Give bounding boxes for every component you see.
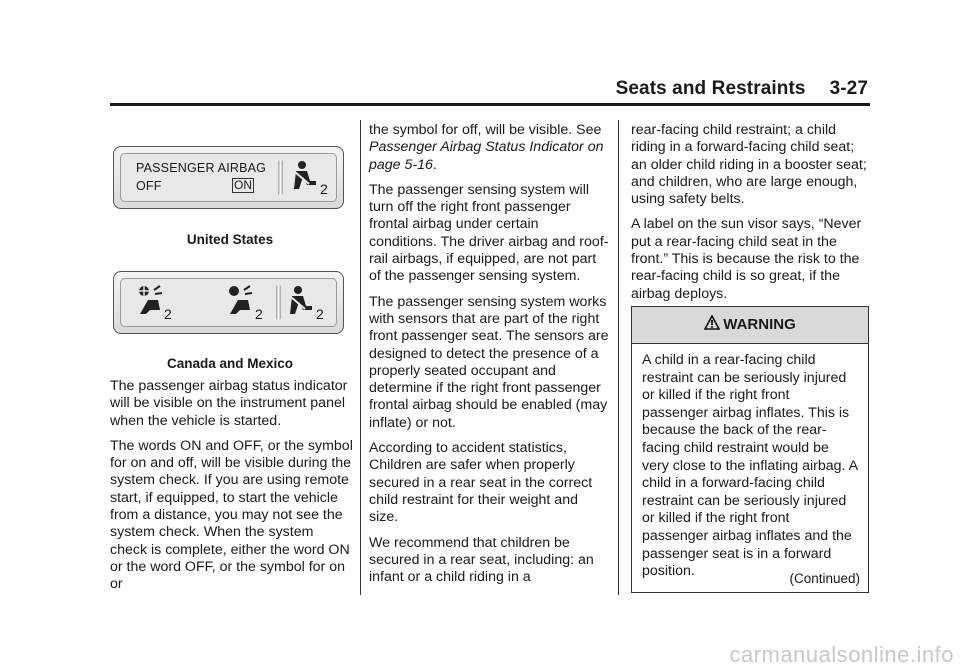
icon-suffix-2: 2 [255,306,263,322]
paragraph: We recommend that children be secured in a rear seat, including: an infant or a child riding in a [369,534,594,586]
warning-box [631,306,869,593]
airbag-off-icon [134,284,168,320]
canada-indicator-panel [113,271,344,334]
paragraph: The passenger sensing system works with sensors that are part of the right front passenger seat. The sensors are designed to detect the presence of a properly seated occupant and determine if the right front passenger frontal airbag should be enabled (may inflate) or not. [369,293,609,431]
us-indicator-panel [113,146,344,209]
column-2 [369,122,609,594]
on-label: ON [234,178,252,192]
paragraph: A label on the sun visor says, “Never put a rear-facing child seat in the front.” This is because the risk to the rear-facing child is so great, if the airbag deploys. [631,216,862,302]
paragraph: the symbol for off, will be visible. See Passenger Airbag Status Indicator on page 5-16. [369,122,604,173]
belted-occupant-icon [286,284,318,320]
paragraph: The passenger sensing system will turn off the right front passenger frontal airbag under certain conditions. The driver airbag and roof-rail airbags, if equipped, are not part of the passenger sensing system. [369,181,609,285]
paragraph: The words ON and OFF, or the symbol for on and off, will be visible during the system check. If you are using remote start, if equipped, to start the vehicle from a distance, you may not see the system check. When the system check is complete, either the word ON or the word OFF, or the symbol for on or [110,437,353,593]
paragraph: rear-facing child restraint; a child riding in a forward-facing child seat; an older child riding in a booster seat; and children, who are large enough, using safety belts. [631,122,867,208]
cross-reference-link[interactable]: Passenger Airbag Status Indicator on page 5-16 [369,139,604,173]
paragraph: According to accident statistics, Children are safer when properly secured in a rear seat in the correct child restraint for their weight and size. [369,440,593,526]
off-label: OFF [136,179,162,193]
page-header [110,78,870,104]
column-divider-2 [618,120,619,595]
warning-body: A child in a rear-facing child restraint can be seriously injured or killed if the right front passenger airbag inflates. This is because the back of the rear-facing child restraint would be very close to the inflating airbag. A child in a forward-facing child restraint can be seriously injured or killed if the right front passenger airbag inflates and the passenger seat is in a forward position. [642,352,858,580]
section-title: Seats and Restraints [615,78,806,99]
panel-divider [276,285,281,320]
header-rule [110,103,870,106]
warning-symbol-icon [704,315,720,331]
column-3 [631,122,871,311]
page-number: 3-27 [829,78,868,99]
paragraph: The passenger airbag status indicator will be visible on the instrument panel when the vehicle is started. [110,378,348,429]
passenger-airbag-label: PASSENGER AIRBAG [136,161,267,175]
panel-divider [278,160,283,195]
warning-header [632,307,868,344]
airbag-on-icon [224,284,258,320]
column-1 [110,378,353,602]
column-divider-1 [360,120,361,595]
watermark: carmanualsonline.info [729,642,954,667]
belted-occupant-icon [290,159,322,195]
icon-suffix-1: 2 [164,306,172,322]
continued-label: (Continued) [789,571,860,586]
figure-caption-us: United States [186,232,274,247]
warning-title: WARNING [723,316,796,333]
figure-caption-canada: Canada and Mexico [166,356,294,371]
icon-suffix-3: 2 [316,306,324,322]
icon-suffix: 2 [320,181,328,197]
